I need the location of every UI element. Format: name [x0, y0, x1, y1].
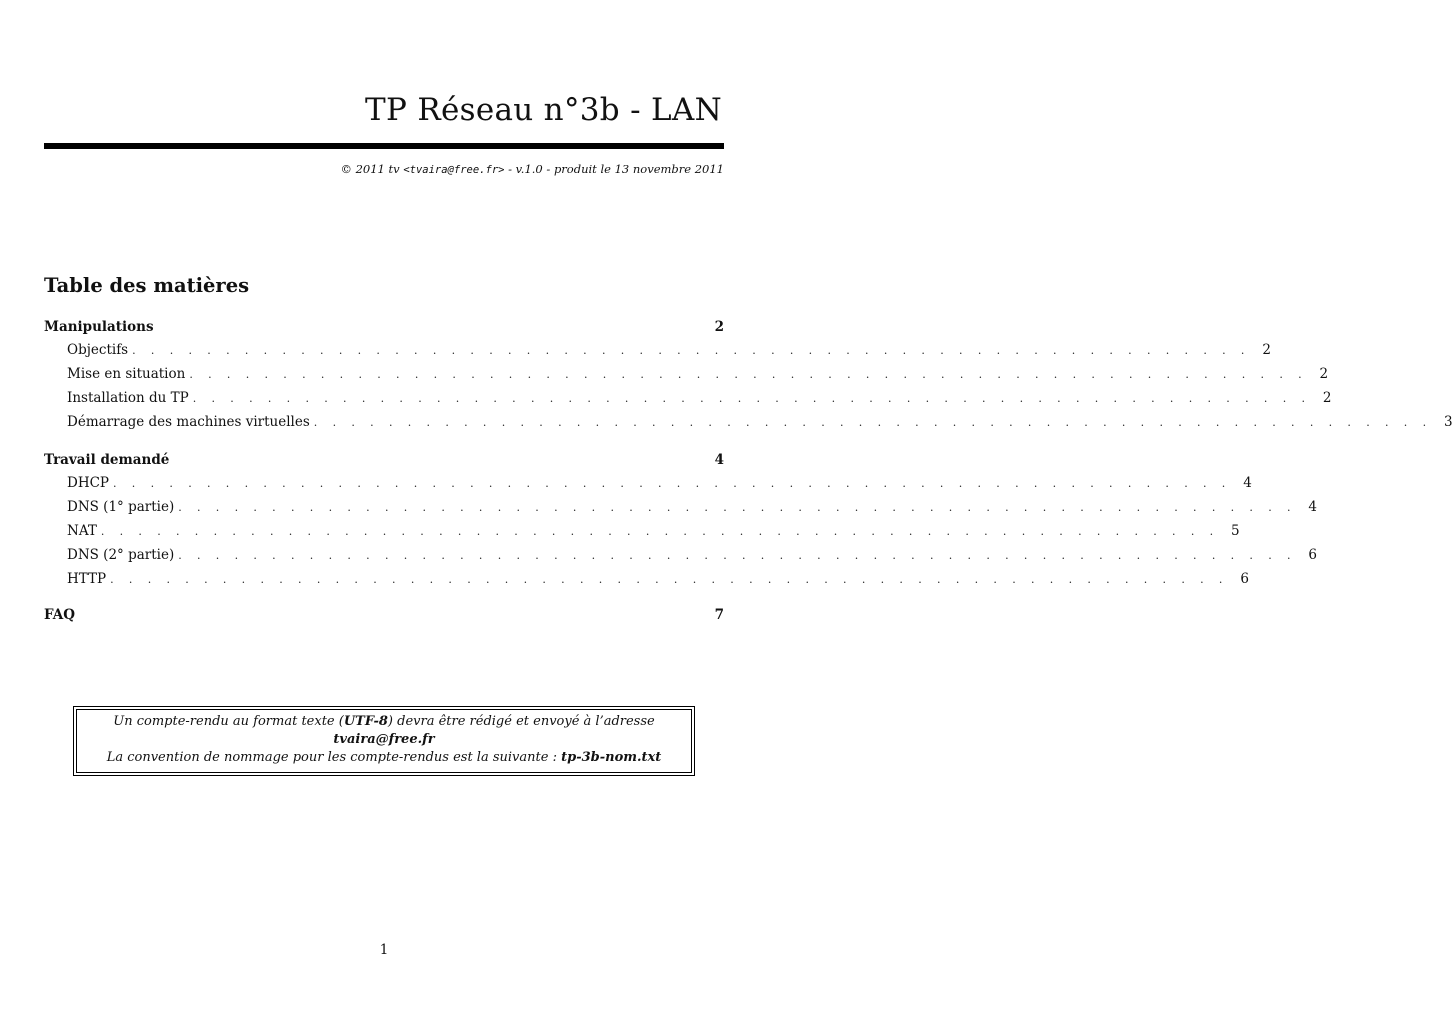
toc-item-label: Objectifs	[67, 342, 129, 358]
toc-item-http[interactable]	[44, 567, 1249, 591]
report-notice-box	[73, 706, 695, 776]
toc-item-objectifs[interactable]	[44, 338, 1271, 362]
toc-item-page: 2	[1319, 366, 1329, 382]
toc-section-label: Manipulations	[44, 319, 154, 335]
toc-item-label: NAT	[67, 523, 97, 539]
toc-item-page: 6	[1240, 571, 1249, 587]
toc-section-page: 2	[714, 319, 724, 335]
toc-item-page: 5	[1231, 523, 1240, 539]
toc-leader-dots: . . . . . . . . . . . . . . . . . . . . . . . . . . . . . . . . . . . . . . . . . . . . . . . . . . . . . . . . . . . .	[192, 392, 1311, 405]
toc-spacer	[44, 591, 724, 604]
notice-filename: tp-3b-nom.txt	[561, 750, 662, 765]
toc-leader-dots: . . . . . . . . . . . . . . . . . . . . . . . . . . . . . . . . . . . . . . . . . . . . . . . . . . . . . . . . . . . .	[178, 549, 1297, 562]
toc-section-manipulations[interactable]	[44, 316, 724, 338]
toc-item-label: DHCP	[67, 475, 110, 491]
toc-leader-dots: . . . . . . . . . . . . . . . . . . . . . . . . . . . . . . . . . . . . . . . . . . . . . . . . . . . . . . . . . . . .	[178, 501, 1297, 514]
document-title: TP Réseau n°3b - LAN	[365, 92, 722, 128]
toc-item-dns-1[interactable]	[44, 495, 1318, 519]
toc-item-page: 4	[1243, 475, 1252, 491]
toc-item-label: HTTP	[67, 571, 107, 587]
page-number: 1	[379, 942, 389, 958]
toc-heading: Table des matières	[44, 274, 250, 297]
toc-item-page: 6	[1308, 547, 1318, 563]
notice-line-3	[77, 749, 691, 767]
version-text: - v.1.0 - produit le 13 novembre 2011	[504, 162, 724, 176]
toc-section-faq[interactable]	[44, 604, 724, 626]
toc-item-label: DNS (2° partie)	[67, 547, 175, 563]
title-rule	[44, 143, 724, 149]
notice-line-2	[77, 731, 691, 749]
notice-text: La convention de nommage pour les compte-rendus est la suivante :	[106, 750, 562, 765]
report-notice-inner	[76, 709, 692, 773]
toc-item-installation-du-tp[interactable]	[44, 386, 1332, 410]
toc-leader-dots: . . . . . . . . . . . . . . . . . . . . . . . . . . . . . . . . . . . . . . . . . . . . . . . . . . . . . . . . . . . .	[189, 368, 1308, 381]
toc-item-dhcp[interactable]	[44, 471, 1252, 495]
toc-item-label: Mise en situation	[67, 366, 186, 382]
toc-leader-dots: . . . . . . . . . . . . . . . . . . . . . . . . . . . . . . . . . . . . . . . . . . . . . . . . . . . . . . . . . . . .	[132, 344, 1251, 357]
toc-item-page: 3	[1443, 414, 1453, 430]
document-subtitle	[340, 162, 724, 176]
toc-leader-dots: . . . . . . . . . . . . . . . . . . . . . . . . . . . . . . . . . . . . . . . . . . . . . . . . . . . . . . . . . . . .	[313, 416, 1432, 429]
toc-item-nat[interactable]	[44, 519, 1240, 543]
toc-section-label: FAQ	[44, 607, 76, 623]
notice-text: ) devra être rédigé et envoyé à l’adresse	[387, 714, 655, 729]
table-of-contents	[44, 316, 1453, 626]
toc-leader-dots: . . . . . . . . . . . . . . . . . . . . . . . . . . . . . . . . . . . . . . . . . . . . . . . . . . . . . . . . . . . .	[113, 477, 1232, 490]
toc-item-label: Installation du TP	[67, 390, 189, 406]
toc-section-page: 7	[714, 607, 724, 623]
toc-spacer	[44, 434, 724, 449]
notice-format: UTF-8	[343, 714, 388, 729]
toc-item-dns-2[interactable]	[44, 543, 1318, 567]
toc-item-page: 2	[1322, 390, 1332, 406]
notice-line-1	[77, 713, 691, 731]
notice-text: Un compte-rendu au format texte (	[113, 714, 344, 729]
toc-leader-dots: . . . . . . . . . . . . . . . . . . . . . . . . . . . . . . . . . . . . . . . . . . . . . . . . . . . . . . . . . . . .	[110, 573, 1229, 586]
toc-item-label: DNS (1° partie)	[67, 499, 175, 515]
notice-email: tvaira@free.fr	[333, 732, 435, 747]
toc-item-page: 2	[1262, 342, 1271, 358]
toc-item-demarrage-machines[interactable]	[44, 410, 1453, 434]
toc-item-mise-en-situation[interactable]	[44, 362, 1329, 386]
toc-section-travail-demande[interactable]	[44, 449, 724, 471]
author-email: <tvaira@free.fr>	[403, 164, 505, 176]
toc-leader-dots: . . . . . . . . . . . . . . . . . . . . . . . . . . . . . . . . . . . . . . . . . . . . . . . . . . . . . . . . . . . .	[100, 525, 1220, 538]
toc-item-label: Démarrage des machines virtuelles	[67, 414, 310, 430]
copyright-text: © 2011 tv	[340, 162, 404, 176]
toc-section-label: Travail demandé	[44, 452, 170, 468]
toc-item-page: 4	[1308, 499, 1318, 515]
toc-section-page: 4	[714, 452, 724, 468]
